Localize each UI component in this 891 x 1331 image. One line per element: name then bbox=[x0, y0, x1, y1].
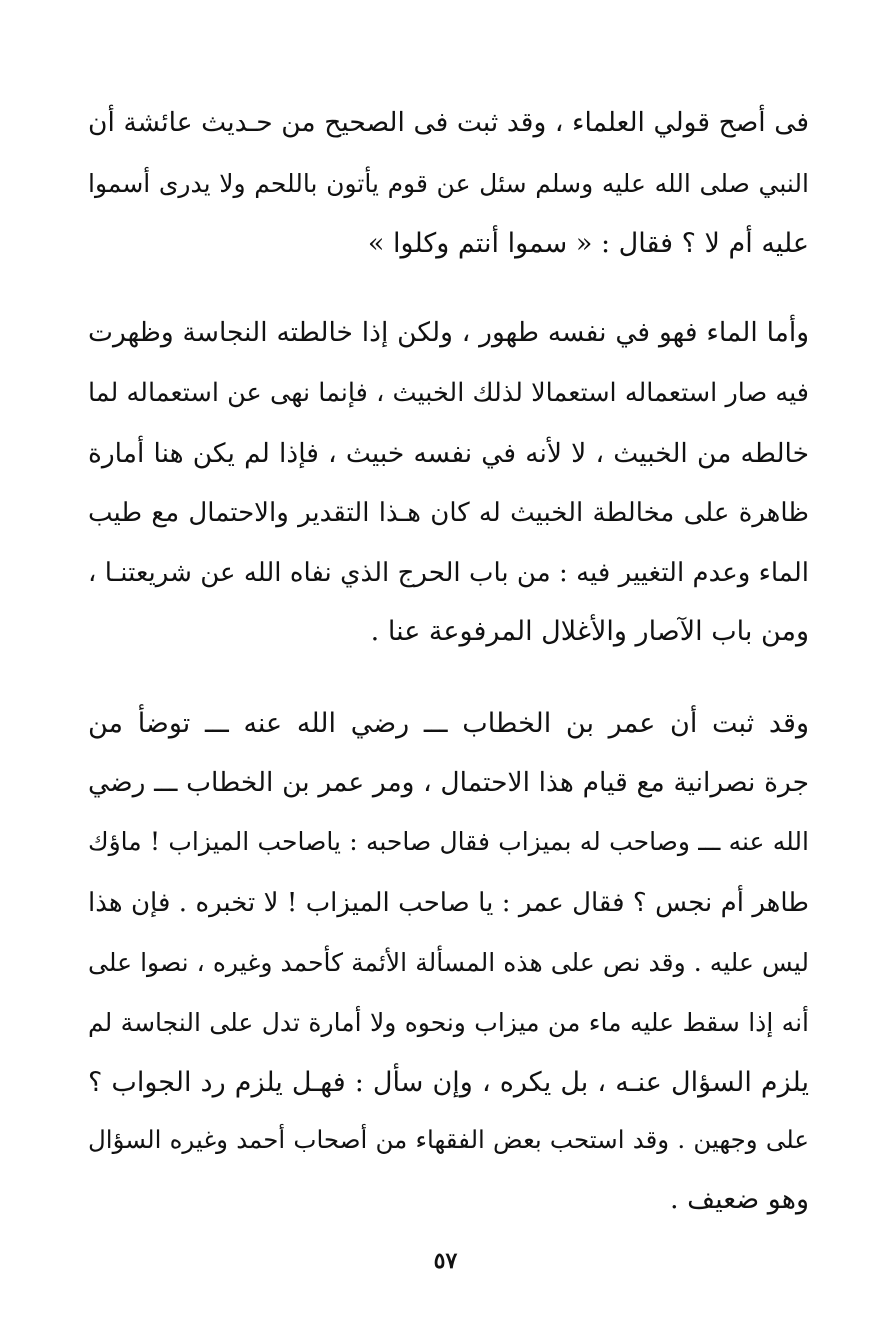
paragraph-line: فى أصح قولي العلماء ، وقد ثبت فى الصحيح من حـديث عائشة أن bbox=[88, 107, 809, 138]
paragraph-line: ومن باب الآصار والأغلال المرفوعة عنا . bbox=[370, 616, 809, 647]
paragraph-line: على وجهين . وقد استحب بعض الفقهاء من أصحاب أحمد وغيره السؤال bbox=[88, 1125, 809, 1154]
paragraph-line: ليس عليه . وقد نص على هذه المسألة الأئمة كأحمد وغيره ، نصوا على bbox=[88, 948, 809, 977]
paragraph-line: أنه إذا سقط عليه ماء من ميزاب ونحوه ولا أمارة تدل على النجاسة لم bbox=[88, 1008, 809, 1037]
paragraph-line: يلزم السؤال عنـه ، بل يكره ، وإن سأل : فهـل يلزم رد الجواب ؟ bbox=[88, 1067, 809, 1098]
paragraph-line: خالطه من الخبيث ، لا لأنه في نفسه خبيث ، فإذا لم يكن هنا أمارة bbox=[88, 438, 809, 469]
paragraph-line: ظاهرة على مخالطة الخبيث له كان هـذا التقدير والاحتمال مع طيب bbox=[88, 498, 809, 528]
paragraph-line: فيه صار استعماله استعمالا لذلك الخبيث ، فإنما نهى عن استعماله لما bbox=[88, 378, 809, 408]
paragraph-line: وقد ثبت أن عمر بن الخطاب ـــ رضي الله عنه ـــ توضأ من bbox=[88, 708, 809, 739]
paragraph-line: جرة نصرانية مع قيام هذا الاحتمال ، ومر عمر بن الخطاب ـــ رضي bbox=[88, 767, 809, 798]
paragraph-line: عليه أم لا ؟ فقال : « سموا أنتم وكلوا » bbox=[367, 228, 809, 259]
paragraph-line: النبي صلى الله عليه وسلم سئل عن قوم يأتون باللحم ولا يدرى أسموا bbox=[88, 169, 809, 198]
paragraph-line: وهو ضعيف . bbox=[669, 1184, 809, 1215]
paragraph-line: طاهر أم نجس ؟ فقال عمر : يا صاحب الميزاب ! لا تخبره . فإن هذا bbox=[88, 888, 809, 918]
paragraph-line: الله عنه ـــ وصاحب له بميزاب فقال صاحبه : ياصاحب الميزاب ! ماؤك bbox=[88, 827, 809, 856]
paragraph-line: وأما الماء فهو في نفسه طهور ، ولكن إذا خالطته النجاسة وظهرت bbox=[88, 317, 809, 348]
page-number: ٥٧ bbox=[433, 1248, 458, 1274]
paragraph-line: الماء وعدم التغيير فيه : من باب الحرج الذي نفاه الله عن شريعتنـا ، bbox=[88, 558, 809, 588]
